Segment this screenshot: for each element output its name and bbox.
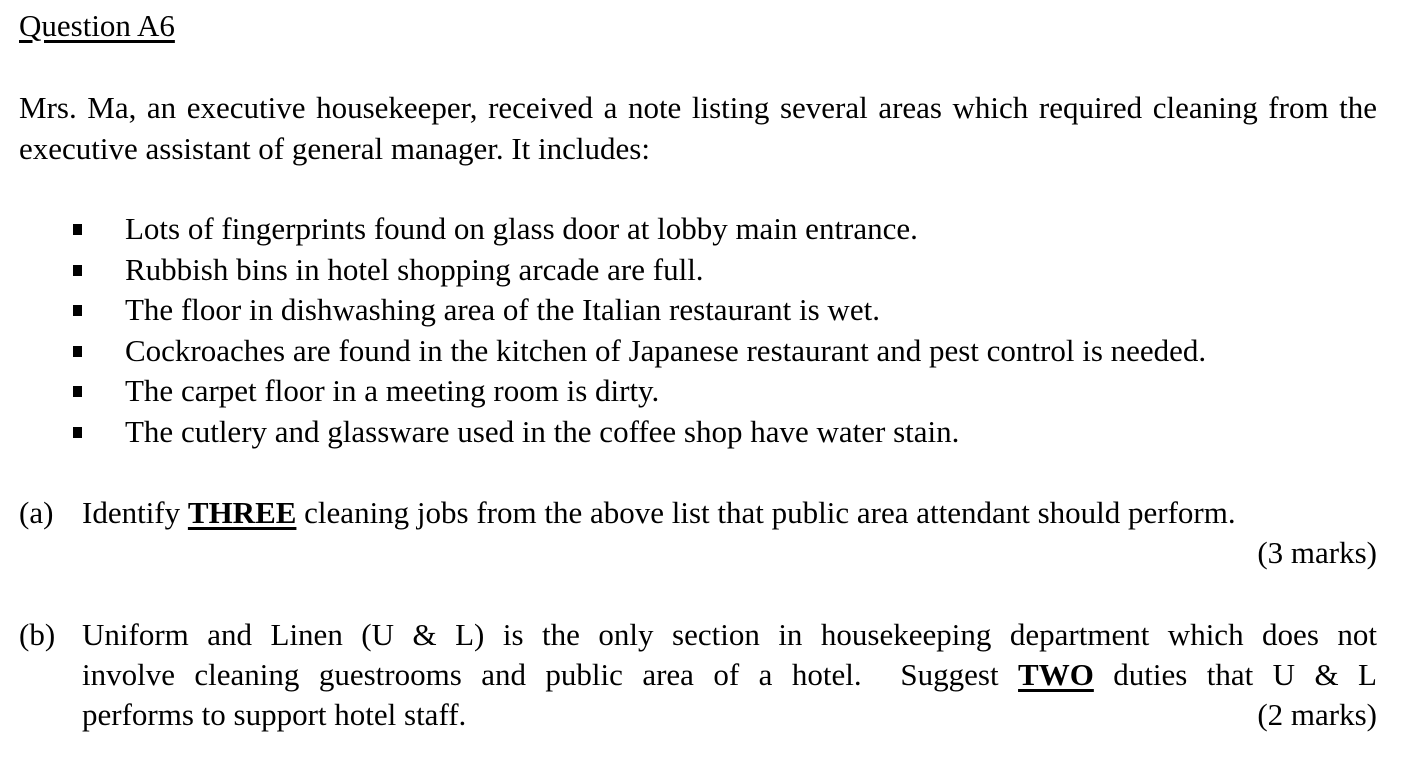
square-bullet-icon <box>73 427 82 438</box>
question-heading: Question A6 <box>19 8 175 43</box>
question-intro: Mrs. Ma, an executive housekeeper, received a note listing several areas which required cleaning from the executive assistant of general manager. It includes: <box>19 90 1377 166</box>
part-a-emphasis: THREE <box>187 495 297 530</box>
part-b-line-3 <box>82 695 1377 735</box>
part-a-text-before: Identify <box>82 495 188 530</box>
part-b-body <box>82 615 1377 735</box>
part-b-label: (b) <box>19 617 56 652</box>
part-a-text-after: cleaning jobs from the above list that public area attendant should perform. <box>296 495 1236 530</box>
part-a-marks: (3 marks) <box>1257 535 1377 570</box>
list-item-text: Rubbish bins in hotel shopping arcade are full. <box>125 251 704 287</box>
square-bullet-icon <box>73 224 82 235</box>
part-b-line-2-after: duties that U & L <box>1093 657 1377 692</box>
part-b-marks: (2 marks) <box>1257 697 1377 732</box>
list-item-text: Lots of fingerprints found on glass door at lobby main entrance. <box>125 211 918 246</box>
list-item-text: The floor in dishwashing area of the Italian restaurant is wet. <box>125 292 880 328</box>
part-b-line-1: Uniform and Linen (U & L) is the only section in housekeeping department which does not <box>82 617 1377 652</box>
square-bullet-icon <box>73 265 82 276</box>
square-bullet-icon <box>73 346 82 357</box>
list-item-text: The cutlery and glassware used in the coffee shop have water stain. <box>125 413 960 449</box>
list-item-text: Cockroaches are found in the kitchen of Japanese restaurant and pest control is needed. <box>125 332 1207 368</box>
part-b-line-2 <box>82 655 1377 695</box>
part-b-emphasis: TWO <box>1018 657 1094 692</box>
list-item-text: The carpet floor in a meeting room is dirty. <box>125 373 660 409</box>
part-a-question <box>82 493 1377 533</box>
part-a-label: (a) <box>19 495 54 530</box>
square-bullet-icon <box>73 386 82 397</box>
part-a-body <box>82 493 1377 573</box>
part-b-line-3-text: performs to support hotel staff. <box>82 697 467 732</box>
square-bullet-icon <box>73 305 82 316</box>
part-b-line-2-before: involve cleaning guestrooms and public area of a hotel. Suggest <box>82 657 1019 692</box>
